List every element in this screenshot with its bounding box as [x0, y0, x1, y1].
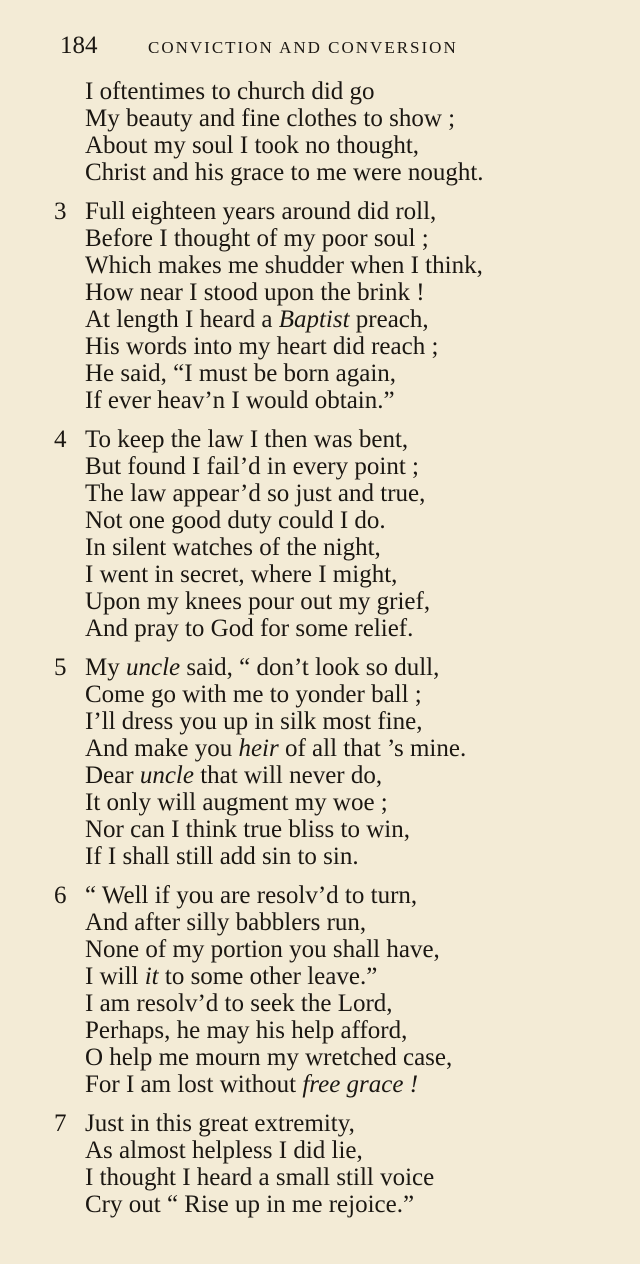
verse-line: [54, 480, 614, 507]
verse-line: [54, 306, 614, 333]
stanza: [54, 1110, 614, 1218]
page-header: [60, 32, 530, 64]
italic-text: uncle: [139, 762, 194, 789]
verse-line: [54, 762, 614, 789]
line-text: As almost helpless I did lie,: [85, 1137, 363, 1164]
line-text: Not one good duty could I do.: [85, 507, 386, 534]
verse-line: [54, 225, 614, 252]
line-text: Dear: [85, 762, 140, 789]
line-text: To keep the law I then was bent,: [85, 426, 409, 453]
verse-line: [54, 1191, 614, 1218]
line-text: He said, “I must be born again,: [85, 360, 397, 387]
verse-line: [54, 426, 614, 453]
verse-line: [54, 1164, 614, 1191]
hymn-text: [54, 78, 614, 1218]
verse-line: [54, 681, 614, 708]
line-text: None of my portion you shall have,: [85, 936, 440, 963]
line-text: Which makes me shudder when I think,: [85, 252, 483, 279]
stanza-number: 5: [54, 654, 67, 681]
verse-line: [54, 789, 614, 816]
verse-line: [54, 1071, 614, 1098]
line-text: Before I thought of my poor soul ;: [85, 225, 429, 252]
line-text: O help me mourn my wretched case,: [85, 1044, 453, 1071]
verse-line: [54, 360, 614, 387]
stanza-number: 6: [54, 882, 67, 909]
line-text: Christ and his grace to me were nought.: [85, 159, 484, 186]
verse-line: [54, 252, 614, 279]
stanza-number: 7: [54, 1110, 67, 1137]
italic-text: heir: [238, 735, 279, 762]
line-text: Upon my knees pour out my grief,: [85, 588, 431, 615]
verse-line: [54, 1137, 614, 1164]
verse-line: [54, 333, 614, 360]
verse-line: [54, 507, 614, 534]
verse-line: [54, 561, 614, 588]
verse-line: [54, 1044, 614, 1071]
verse-line: [54, 654, 614, 681]
page-number: 184: [60, 32, 98, 59]
line-text: I oftentimes to church did go: [85, 78, 375, 105]
line-text: said, “ don’t look so dull,: [180, 654, 440, 681]
line-text: Full eighteen years around did roll,: [85, 198, 437, 225]
line-text: It only will augment my woe ;: [85, 789, 388, 816]
stanza: [54, 78, 614, 186]
verse-line: [54, 279, 614, 306]
verse-line: [54, 159, 614, 186]
line-text: of all that ’s mine.: [278, 735, 467, 762]
line-text: Come go with me to yonder ball ;: [85, 681, 422, 708]
stanza-number: 4: [54, 426, 67, 453]
verse-line: [54, 963, 614, 990]
verse-line: [54, 843, 614, 870]
line-text: I went in secret, where I might,: [85, 561, 398, 588]
verse-line: [54, 936, 614, 963]
verse-line: [54, 588, 614, 615]
line-text: My: [85, 654, 126, 681]
verse-line: [54, 1017, 614, 1044]
verse-line: [54, 534, 614, 561]
italic-text: it: [144, 963, 159, 990]
line-text: For I am lost without: [85, 1071, 303, 1098]
italic-text: uncle: [125, 654, 181, 681]
verse-line: [54, 735, 614, 762]
line-text: My beauty and fine clothes to show ;: [85, 105, 456, 132]
verse-line: [54, 78, 614, 105]
italic-text: free grace !: [302, 1071, 419, 1098]
line-text: to some other leave.”: [158, 963, 378, 990]
verse-line: [54, 105, 614, 132]
stanza: [54, 198, 614, 414]
verse-line: [54, 990, 614, 1017]
line-text: If ever heav’n I would obtain.”: [85, 387, 395, 414]
stanza: [54, 426, 614, 642]
line-text: “ Well if you are resolv’d to turn,: [85, 882, 418, 909]
line-text: Just in this great extremity,: [85, 1110, 355, 1137]
line-text: Nor can I think true bliss to win,: [85, 816, 410, 843]
line-text: Cry out “ Rise up in me rejoice.”: [85, 1191, 415, 1218]
line-text: I’ll dress you up in silk most fine,: [85, 708, 423, 735]
line-text: How near I stood upon the brink !: [85, 279, 425, 306]
verse-line: [54, 816, 614, 843]
line-text: If I shall still add sin to sin.: [85, 843, 359, 870]
line-text: I thought I heard a small still voice: [85, 1164, 435, 1191]
verse-line: [54, 453, 614, 480]
verse-line: [54, 909, 614, 936]
verse-line: [54, 708, 614, 735]
stanza-number: 3: [54, 198, 67, 225]
line-text: His words into my heart did reach ;: [85, 333, 439, 360]
line-text: preach,: [349, 306, 429, 333]
verse-line: [54, 198, 614, 225]
stanza: [54, 882, 614, 1098]
line-text: In silent watches of the night,: [85, 534, 381, 561]
line-text: About my soul I took no thought,: [85, 132, 420, 159]
line-text: The law appear’d so just and true,: [85, 480, 426, 507]
running-head: CONVICTION AND CONVERSION: [148, 38, 458, 57]
verse-line: [54, 615, 614, 642]
stanza: [54, 654, 614, 870]
line-text: And after silly babblers run,: [85, 909, 367, 936]
verse-line: [54, 882, 614, 909]
line-text: I am resolv’d to seek the Lord,: [85, 990, 393, 1017]
line-text: Perhaps, he may his help afford,: [85, 1017, 408, 1044]
line-text: And make you: [85, 735, 239, 762]
verse-line: [54, 1110, 614, 1137]
verse-line: [54, 132, 614, 159]
line-text: that will never do,: [193, 762, 383, 789]
line-text: And pray to God for some relief.: [85, 615, 414, 642]
italic-text: Baptist: [278, 306, 350, 333]
verse-line: [54, 387, 614, 414]
line-text: I will: [85, 963, 145, 990]
line-text: At length I heard a: [85, 306, 279, 333]
line-text: But found I fail’d in every point ;: [85, 453, 419, 480]
